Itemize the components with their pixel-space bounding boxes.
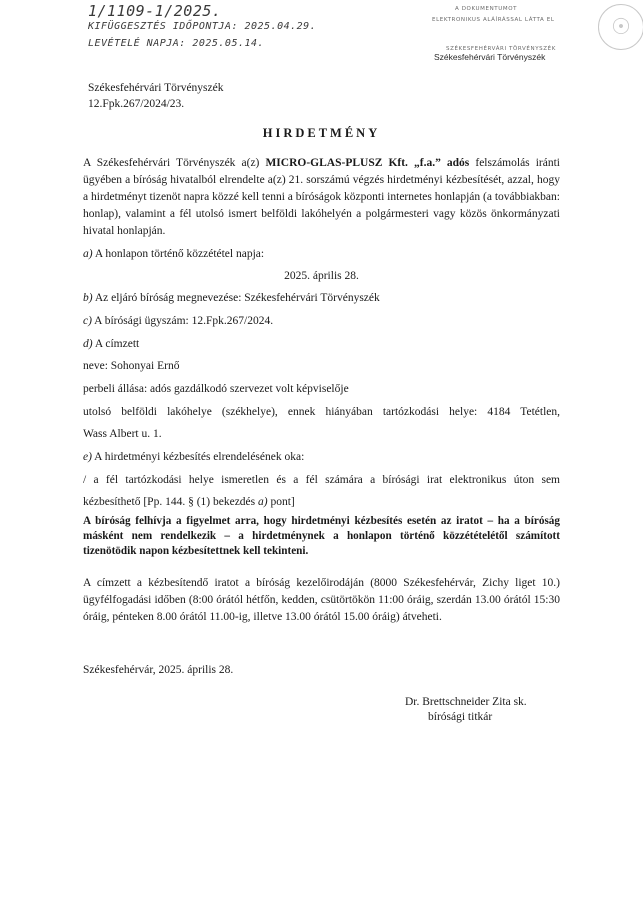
reason-pre: kézbesíthető [Pp. 144. § (1) bekezdés (83, 496, 259, 508)
addressee-address-line-2: Wass Albert u. 1. (83, 428, 162, 440)
seal-emblem (598, 4, 643, 50)
stamp-line-2: ELEKTRONIKUS ALÁÍRÁSSAL LÁTTA EL (432, 17, 555, 23)
reason-post: pont] (267, 496, 295, 508)
stamp-court-name: Székesfehérvári Törvényszék (434, 52, 546, 62)
item-a-label: A honlapon történő közzététel napja: (92, 248, 265, 260)
item-b-text: Az eljáró bíróság megnevezése: Székesfehérvári Törvényszék (92, 292, 380, 304)
reason-line-2 (83, 494, 295, 511)
item-b-letter: b) (83, 292, 93, 304)
pickup-info: A címzett a kézbesítendő iratot a bíróság kezelőirodáján (8000 Székesfehérvár, Zichy liget 10.) ügyfélfogadási időben (8:00 órától hétfőn, kedden, csütörtökön 11:00 óráig, szerdán 13.00 órától 15:30 óráig, pénteken 8.00 órától 11.00-ig, illetve 13.00 órától 15.00 óráig) átveheti. (83, 577, 560, 623)
stamp-line-1: A DOKUMENTUMOT (455, 6, 518, 12)
addressee-address-line-1: utolsó belföldi lakóhelye (székhelye), ennek hiányában tartózkodási helye: 4184 Tetétlen, (83, 406, 560, 418)
item-e-text: A hirdetményi kézbesítés elrendelésének oka: (91, 451, 305, 463)
item-d-text: A címzett (92, 338, 140, 350)
reason-line-1: / a fél tartózkodási helye ismeretlen és a fél számára a bírósági irat elektronikus úton sem (83, 474, 560, 486)
intro-company: MICRO-GLAS-PLUSZ Kft. „f.a.” adós (265, 157, 470, 169)
handwritten-posting-date: KIFÜGGESZTÉS IDŐPONTJA: 2025.04.29. (88, 21, 317, 32)
page-title: HIRDETMÉNY (262, 126, 381, 140)
item-d (83, 336, 139, 353)
handwritten-removal-date: LEVÉTELÉ NAPJA: 2025.05.14. (88, 38, 265, 49)
addressee-name: neve: Sohonyai Ernő (83, 360, 180, 372)
header-case-number: 12.Fpk.267/2024/23. (88, 98, 185, 110)
item-a-letter: a) (83, 248, 93, 260)
item-a (83, 246, 264, 263)
addressee-role: perbeli állása: adós gazdálkodó szervezet volt képviselője (83, 383, 349, 395)
item-b (83, 290, 380, 307)
signatory-name: Dr. Brettschneider Zita sk. (405, 696, 527, 708)
item-c-text: A bírósági ügyszám: 12.Fpk.267/2024. (91, 315, 274, 327)
item-e (83, 449, 304, 466)
item-a-value: 2025. április 28. (284, 270, 359, 282)
signatory-title: bírósági titkár (428, 711, 493, 723)
item-d-letter: d) (83, 338, 93, 350)
seal-icon: ☉ (611, 14, 631, 40)
place-date: Székesfehérvár, 2025. április 28. (83, 664, 234, 676)
intro-pre: A Székesfehérvári Törvényszék a(z) (83, 157, 266, 169)
item-e-letter: e) (83, 451, 92, 463)
header-court: Székesfehérvári Törvényszék (88, 82, 224, 94)
handwritten-registration-number: 1/1109-1/2025. (88, 2, 222, 20)
legal-notice: A bíróság felhívja a figyelmet arra, hogy hirdetményi kézbesítés esetén az iratot – ha a bíróság másként nem rendelkezik – a hirdetménynek a honlapon történő közzétételétől számított tizenötödik napon kézbesítettnek kell tekinteni. (83, 515, 560, 557)
item-c-letter: c) (83, 315, 92, 327)
intro-paragraph (83, 155, 560, 240)
stamp-line-3: SZÉKESFEHÉRVÁRI TÖRVÉNYSZÉK (446, 46, 556, 52)
reason-point: a) (258, 496, 268, 508)
item-c (83, 313, 273, 330)
intro-post: felszámolás iránti ügyében a bíróság hivatalból elrendelte a(z) 21. sorszámú végzés hirdetményi kézbesítését, azzal, hogy a hirdetményt tizenöt napra közzé kell tenni a bíróságok központi internetes honlapján (a továbbiakban: honlap), valamint a fél utolsó ismert belföldi lakóhelyén a polgármesteri vagy közös önkormányzati hivatal honlapján. (83, 157, 560, 237)
